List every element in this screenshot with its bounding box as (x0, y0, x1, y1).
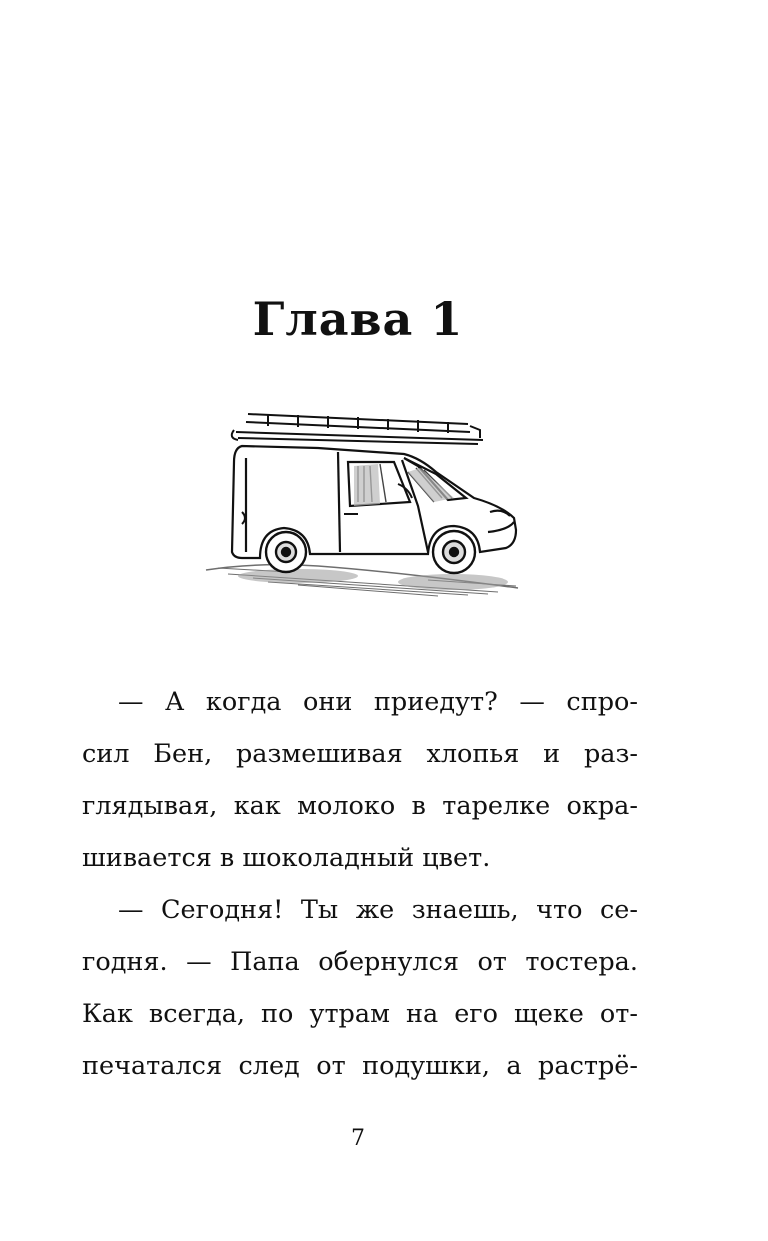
text-line: годня. — Папа обернулся от тостера. (82, 947, 638, 977)
text-line: шивается в шоколадный цвет. (82, 843, 491, 873)
page-number: 7 (351, 1126, 365, 1151)
van-with-ladder-illustration (198, 402, 528, 602)
text-line: Как всегда, по утрам на его щеке от- (82, 999, 638, 1029)
van-illustration (198, 402, 528, 602)
text-line: печатался след от подушки, а растрё- (82, 1051, 638, 1081)
body-text (82, 676, 638, 1092)
chapter-title: Глава 1 (252, 292, 464, 346)
text-line: глядывая, как молоко в тарелке окра- (82, 791, 638, 821)
text-line: сил Бен, размешивая хлопья и раз- (82, 739, 638, 769)
text-line: — А когда они приедут? — спро- (118, 687, 638, 717)
text-line: — Сегодня! Ты же знаешь, что се- (118, 895, 638, 925)
